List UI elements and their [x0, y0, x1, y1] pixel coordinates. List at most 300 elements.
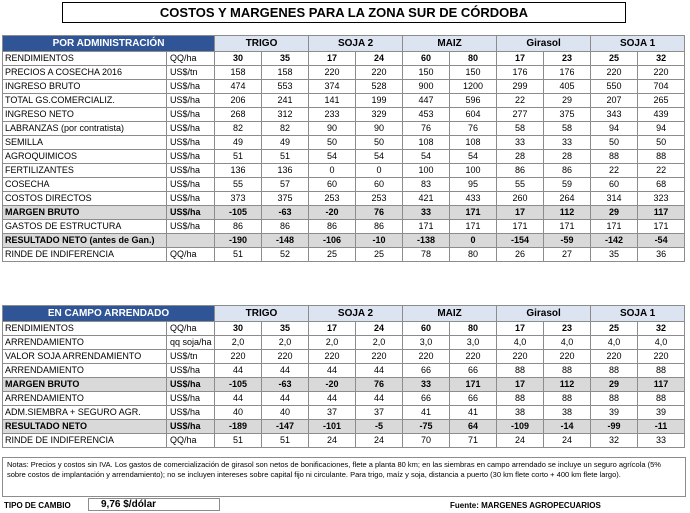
table-header-row — [3, 306, 685, 322]
value-cell: 44 — [356, 364, 403, 378]
value-cell: 108 — [450, 136, 497, 150]
value-cell: 41 — [403, 406, 450, 420]
value-cell: 40 — [215, 406, 262, 420]
value-cell: 241 — [262, 94, 309, 108]
row-unit: US$/ha — [167, 406, 215, 420]
value-cell: 25 — [591, 322, 638, 336]
value-cell: 474 — [215, 80, 262, 94]
value-cell: 312 — [262, 108, 309, 122]
table-row — [3, 108, 685, 122]
value-cell: 86 — [356, 220, 403, 234]
admin-table — [2, 35, 685, 262]
value-cell: 40 — [262, 406, 309, 420]
value-cell: 220 — [591, 350, 638, 364]
row-unit — [167, 234, 215, 248]
source-text: Fuente: MARGENES AGROPECUARIOS — [450, 501, 601, 510]
value-cell: 44 — [356, 392, 403, 406]
crop-header: SOJA 1 — [591, 36, 685, 52]
value-cell: -189 — [215, 420, 262, 434]
value-cell: 55 — [215, 178, 262, 192]
value-cell: 35 — [262, 52, 309, 66]
value-cell: 17 — [309, 322, 356, 336]
value-cell: 60 — [403, 322, 450, 336]
value-cell: 264 — [544, 192, 591, 206]
value-cell: 373 — [215, 192, 262, 206]
table-row — [3, 322, 685, 336]
value-cell: 171 — [450, 378, 497, 392]
value-cell: 66 — [403, 392, 450, 406]
row-unit: US$/ha — [167, 192, 215, 206]
value-cell: 253 — [309, 192, 356, 206]
value-cell: 375 — [544, 108, 591, 122]
value-cell: 41 — [450, 406, 497, 420]
crop-header: SOJA 1 — [591, 306, 685, 322]
row-label: PRECIOS A COSECHA 2016 — [3, 66, 167, 80]
row-unit: US$/ha — [167, 178, 215, 192]
value-cell: 54 — [309, 150, 356, 164]
value-cell: 86 — [544, 164, 591, 178]
value-cell: 71 — [450, 434, 497, 448]
value-cell: 24 — [356, 52, 403, 66]
value-cell: 70 — [403, 434, 450, 448]
value-cell: 76 — [450, 122, 497, 136]
value-cell: 51 — [262, 434, 309, 448]
row-label: COSTOS DIRECTOS — [3, 192, 167, 206]
value-cell: 54 — [403, 150, 450, 164]
value-cell: -20 — [309, 206, 356, 220]
crop-header: SOJA 2 — [309, 306, 403, 322]
value-cell: -20 — [309, 378, 356, 392]
value-cell: 33 — [497, 136, 544, 150]
value-cell: 136 — [262, 164, 309, 178]
row-unit: US$/ha — [167, 206, 215, 220]
value-cell: 39 — [591, 406, 638, 420]
value-cell: -59 — [544, 234, 591, 248]
value-cell: 421 — [403, 192, 450, 206]
value-cell: 35 — [262, 322, 309, 336]
row-unit: US$/tn — [167, 66, 215, 80]
value-cell: 596 — [450, 94, 497, 108]
value-cell: 4,0 — [638, 336, 685, 350]
crop-header: TRIGO — [215, 306, 309, 322]
value-cell: 82 — [262, 122, 309, 136]
value-cell: 88 — [591, 364, 638, 378]
value-cell: 136 — [215, 164, 262, 178]
value-cell: 171 — [403, 220, 450, 234]
value-cell: 80 — [450, 52, 497, 66]
value-cell: 108 — [403, 136, 450, 150]
value-cell: 44 — [215, 364, 262, 378]
value-cell: 30 — [215, 322, 262, 336]
value-cell: 176 — [497, 66, 544, 80]
value-cell: 88 — [591, 392, 638, 406]
value-cell: 44 — [262, 392, 309, 406]
value-cell: 51 — [215, 150, 262, 164]
value-cell: -14 — [544, 420, 591, 434]
value-cell: -190 — [215, 234, 262, 248]
row-unit: US$/ha — [167, 378, 215, 392]
value-cell: 28 — [544, 150, 591, 164]
value-cell: 60 — [356, 178, 403, 192]
value-cell: 100 — [450, 164, 497, 178]
value-cell: 80 — [450, 248, 497, 262]
value-cell: 2,0 — [215, 336, 262, 350]
value-cell: 90 — [356, 122, 403, 136]
row-unit: US$/ha — [167, 420, 215, 434]
row-label: INGRESO BRUTO — [3, 80, 167, 94]
value-cell: 343 — [591, 108, 638, 122]
value-cell: 220 — [309, 350, 356, 364]
value-cell: -148 — [262, 234, 309, 248]
value-cell: 171 — [638, 220, 685, 234]
row-label: RESULTADO NETO — [3, 420, 167, 434]
table-row — [3, 52, 685, 66]
value-cell: -142 — [591, 234, 638, 248]
value-cell: 60 — [309, 178, 356, 192]
value-cell: 268 — [215, 108, 262, 122]
value-cell: 220 — [638, 350, 685, 364]
value-cell: 86 — [497, 164, 544, 178]
row-label: RENDIMIENTOS — [3, 322, 167, 336]
row-label: MARGEN BRUTO — [3, 206, 167, 220]
value-cell: 528 — [356, 80, 403, 94]
value-cell: -154 — [497, 234, 544, 248]
row-unit: qq soja/ha — [167, 336, 215, 350]
value-cell: 253 — [356, 192, 403, 206]
value-cell: 39 — [638, 406, 685, 420]
value-cell: 171 — [450, 206, 497, 220]
value-cell: 4,0 — [497, 336, 544, 350]
value-cell: 2,0 — [356, 336, 403, 350]
value-cell: 1200 — [450, 80, 497, 94]
value-cell: 80 — [450, 322, 497, 336]
page-title: COSTOS Y MARGENES PARA LA ZONA SUR DE CÓRDOBA — [62, 2, 626, 23]
value-cell: -75 — [403, 420, 450, 434]
value-cell: 25 — [356, 248, 403, 262]
value-cell: 37 — [309, 406, 356, 420]
row-label: AGROQUIMICOS — [3, 150, 167, 164]
value-cell: 447 — [403, 94, 450, 108]
row-unit: US$/ha — [167, 392, 215, 406]
footer — [2, 499, 686, 512]
value-cell: 50 — [591, 136, 638, 150]
value-cell: 22 — [638, 164, 685, 178]
value-cell: 50 — [356, 136, 403, 150]
crop-header: MAIZ — [403, 36, 497, 52]
value-cell: 100 — [403, 164, 450, 178]
crop-header: Girasol — [497, 306, 591, 322]
value-cell: 23 — [544, 52, 591, 66]
row-label: GASTOS DE ESTRUCTURA — [3, 220, 167, 234]
value-cell: 76 — [356, 378, 403, 392]
table-header-row — [3, 36, 685, 52]
value-cell: 17 — [497, 322, 544, 336]
value-cell: -101 — [309, 420, 356, 434]
value-cell: 38 — [497, 406, 544, 420]
table-row — [3, 66, 685, 80]
value-cell: 22 — [497, 94, 544, 108]
table-row — [3, 80, 685, 94]
row-unit: US$/ha — [167, 164, 215, 178]
value-cell: 86 — [262, 220, 309, 234]
value-cell: 260 — [497, 192, 544, 206]
value-cell: -11 — [638, 420, 685, 434]
value-cell: 220 — [356, 66, 403, 80]
value-cell: 24 — [356, 322, 403, 336]
value-cell: 58 — [544, 122, 591, 136]
value-cell: 17 — [497, 378, 544, 392]
value-cell: 35 — [591, 248, 638, 262]
value-cell: 117 — [638, 378, 685, 392]
row-unit: US$/ha — [167, 364, 215, 378]
value-cell: 57 — [262, 178, 309, 192]
value-cell: 95 — [450, 178, 497, 192]
table-row — [3, 420, 685, 434]
value-cell: -105 — [215, 206, 262, 220]
value-cell: -138 — [403, 234, 450, 248]
value-cell: 171 — [591, 220, 638, 234]
value-cell: 66 — [450, 392, 497, 406]
value-cell: 550 — [591, 80, 638, 94]
value-cell: 553 — [262, 80, 309, 94]
notes-text: Notas: Precios y costos sin IVA. Los gastos de comercialización de girasol son netos de bonificaciones, flete a planta 80 km; en las siembras en campo arrendado se incluye un seguro agrícola (5% sobre costos de implantación y arrendamiento); no se incluyen intereses sobre capital fijo ni circulante. Para trigo, maíz y soja, distancia a puerto (30 km flete corto + 400 km flete largo). — [2, 457, 686, 497]
value-cell: 433 — [450, 192, 497, 206]
value-cell: 60 — [591, 178, 638, 192]
exchange-rate-value: 9,76 $/dólar — [88, 498, 220, 511]
value-cell: 68 — [638, 178, 685, 192]
table-row — [3, 150, 685, 164]
row-unit: QQ/ha — [167, 322, 215, 336]
row-label: SEMILLA — [3, 136, 167, 150]
row-label: MARGEN BRUTO — [3, 378, 167, 392]
value-cell: 88 — [638, 150, 685, 164]
value-cell: 150 — [450, 66, 497, 80]
value-cell: 220 — [497, 350, 544, 364]
value-cell: 112 — [544, 378, 591, 392]
row-unit: US$/ha — [167, 94, 215, 108]
table-row — [3, 364, 685, 378]
row-label: LABRANZAS (por contratista) — [3, 122, 167, 136]
value-cell: 76 — [356, 206, 403, 220]
value-cell: 220 — [403, 350, 450, 364]
value-cell: -105 — [215, 378, 262, 392]
value-cell: -109 — [497, 420, 544, 434]
value-cell: 44 — [309, 364, 356, 378]
value-cell: 0 — [309, 164, 356, 178]
value-cell: 206 — [215, 94, 262, 108]
value-cell: -5 — [356, 420, 403, 434]
table-row — [3, 164, 685, 178]
value-cell: 88 — [544, 364, 591, 378]
value-cell: 112 — [544, 206, 591, 220]
value-cell: 29 — [544, 94, 591, 108]
table-row — [3, 136, 685, 150]
value-cell: 277 — [497, 108, 544, 122]
value-cell: 171 — [497, 220, 544, 234]
value-cell: 17 — [309, 52, 356, 66]
rented-table — [2, 305, 685, 448]
row-unit: US$/ha — [167, 80, 215, 94]
row-unit: US$/ha — [167, 220, 215, 234]
value-cell: 17 — [497, 52, 544, 66]
value-cell: 0 — [450, 234, 497, 248]
value-cell: 26 — [497, 248, 544, 262]
value-cell: 439 — [638, 108, 685, 122]
row-label: VALOR SOJA ARRENDAMIENTO — [3, 350, 167, 364]
value-cell: 220 — [215, 350, 262, 364]
value-cell: 86 — [309, 220, 356, 234]
value-cell: 22 — [591, 164, 638, 178]
value-cell: 3,0 — [450, 336, 497, 350]
value-cell: 24 — [497, 434, 544, 448]
table-row — [3, 220, 685, 234]
value-cell: 220 — [309, 66, 356, 80]
value-cell: 30 — [215, 52, 262, 66]
value-cell: 158 — [215, 66, 262, 80]
table-row — [3, 234, 685, 248]
value-cell: 88 — [544, 392, 591, 406]
exchange-rate-label: TIPO DE CAMBIO — [4, 501, 71, 510]
value-cell: 220 — [262, 350, 309, 364]
value-cell: 4,0 — [544, 336, 591, 350]
value-cell: 64 — [450, 420, 497, 434]
table-row — [3, 206, 685, 220]
section-title: EN CAMPO ARRENDADO — [3, 306, 215, 322]
value-cell: 52 — [262, 248, 309, 262]
row-unit: QQ/ha — [167, 52, 215, 66]
crop-header: MAIZ — [403, 306, 497, 322]
value-cell: 117 — [638, 206, 685, 220]
value-cell: 58 — [497, 122, 544, 136]
value-cell: 54 — [356, 150, 403, 164]
value-cell: 220 — [544, 350, 591, 364]
row-label: TOTAL GS.COMERCIALIZ. — [3, 94, 167, 108]
value-cell: 220 — [356, 350, 403, 364]
value-cell: 374 — [309, 80, 356, 94]
table-row — [3, 350, 685, 364]
value-cell: 88 — [497, 392, 544, 406]
value-cell: 4,0 — [591, 336, 638, 350]
table-row — [3, 378, 685, 392]
value-cell: 29 — [591, 378, 638, 392]
value-cell: -10 — [356, 234, 403, 248]
row-label: COSECHA — [3, 178, 167, 192]
value-cell: 88 — [638, 392, 685, 406]
value-cell: 2,0 — [309, 336, 356, 350]
value-cell: 33 — [403, 378, 450, 392]
value-cell: 150 — [403, 66, 450, 80]
row-label: RESULTADO NETO (antes de Gan.) — [3, 234, 167, 248]
table-row — [3, 434, 685, 448]
value-cell: 78 — [403, 248, 450, 262]
value-cell: 453 — [403, 108, 450, 122]
row-unit: QQ/ha — [167, 248, 215, 262]
value-cell: 220 — [450, 350, 497, 364]
value-cell: 314 — [591, 192, 638, 206]
row-label: ARRENDAMIENTO — [3, 364, 167, 378]
value-cell: 32 — [638, 52, 685, 66]
crop-header: Girasol — [497, 36, 591, 52]
value-cell: 32 — [591, 434, 638, 448]
value-cell: -54 — [638, 234, 685, 248]
value-cell: 17 — [497, 206, 544, 220]
row-unit: QQ/ha — [167, 434, 215, 448]
row-label: RENDIMIENTOS — [3, 52, 167, 66]
value-cell: 55 — [497, 178, 544, 192]
value-cell: 37 — [356, 406, 403, 420]
value-cell: 36 — [638, 248, 685, 262]
value-cell: 50 — [638, 136, 685, 150]
row-unit: US$/ha — [167, 150, 215, 164]
value-cell: 176 — [544, 66, 591, 80]
row-label: RINDE DE INDIFERENCIA — [3, 434, 167, 448]
value-cell: 233 — [309, 108, 356, 122]
row-label: ARRENDAMIENTO — [3, 392, 167, 406]
value-cell: 76 — [403, 122, 450, 136]
value-cell: 323 — [638, 192, 685, 206]
table-row — [3, 122, 685, 136]
value-cell: -147 — [262, 420, 309, 434]
value-cell: 158 — [262, 66, 309, 80]
value-cell: 51 — [262, 150, 309, 164]
value-cell: 29 — [591, 206, 638, 220]
value-cell: 0 — [356, 164, 403, 178]
value-cell: 51 — [215, 434, 262, 448]
value-cell: 33 — [638, 434, 685, 448]
value-cell: 220 — [638, 66, 685, 80]
table-row — [3, 406, 685, 420]
value-cell: 329 — [356, 108, 403, 122]
value-cell: 141 — [309, 94, 356, 108]
value-cell: 24 — [309, 434, 356, 448]
value-cell: 33 — [544, 136, 591, 150]
value-cell: 49 — [262, 136, 309, 150]
value-cell: 375 — [262, 192, 309, 206]
value-cell: 28 — [497, 150, 544, 164]
value-cell: 2,0 — [262, 336, 309, 350]
value-cell: 90 — [309, 122, 356, 136]
value-cell: 51 — [215, 248, 262, 262]
value-cell: 27 — [544, 248, 591, 262]
value-cell: 66 — [450, 364, 497, 378]
row-unit: US$/ha — [167, 122, 215, 136]
value-cell: 24 — [544, 434, 591, 448]
row-unit: US$/ha — [167, 108, 215, 122]
value-cell: 88 — [638, 364, 685, 378]
row-label: ADM.SIEMBRA + SEGURO AGR. — [3, 406, 167, 420]
value-cell: 704 — [638, 80, 685, 94]
value-cell: 299 — [497, 80, 544, 94]
value-cell: 220 — [591, 66, 638, 80]
value-cell: 49 — [215, 136, 262, 150]
crop-header: TRIGO — [215, 36, 309, 52]
value-cell: 171 — [450, 220, 497, 234]
table-row — [3, 336, 685, 350]
row-label: FERTILIZANTES — [3, 164, 167, 178]
row-unit: US$/tn — [167, 350, 215, 364]
value-cell: 33 — [403, 206, 450, 220]
value-cell: -99 — [591, 420, 638, 434]
value-cell: 60 — [403, 52, 450, 66]
value-cell: 50 — [309, 136, 356, 150]
value-cell: 83 — [403, 178, 450, 192]
value-cell: -63 — [262, 378, 309, 392]
value-cell: 25 — [309, 248, 356, 262]
value-cell: 44 — [262, 364, 309, 378]
value-cell: 82 — [215, 122, 262, 136]
value-cell: 59 — [544, 178, 591, 192]
value-cell: 94 — [591, 122, 638, 136]
